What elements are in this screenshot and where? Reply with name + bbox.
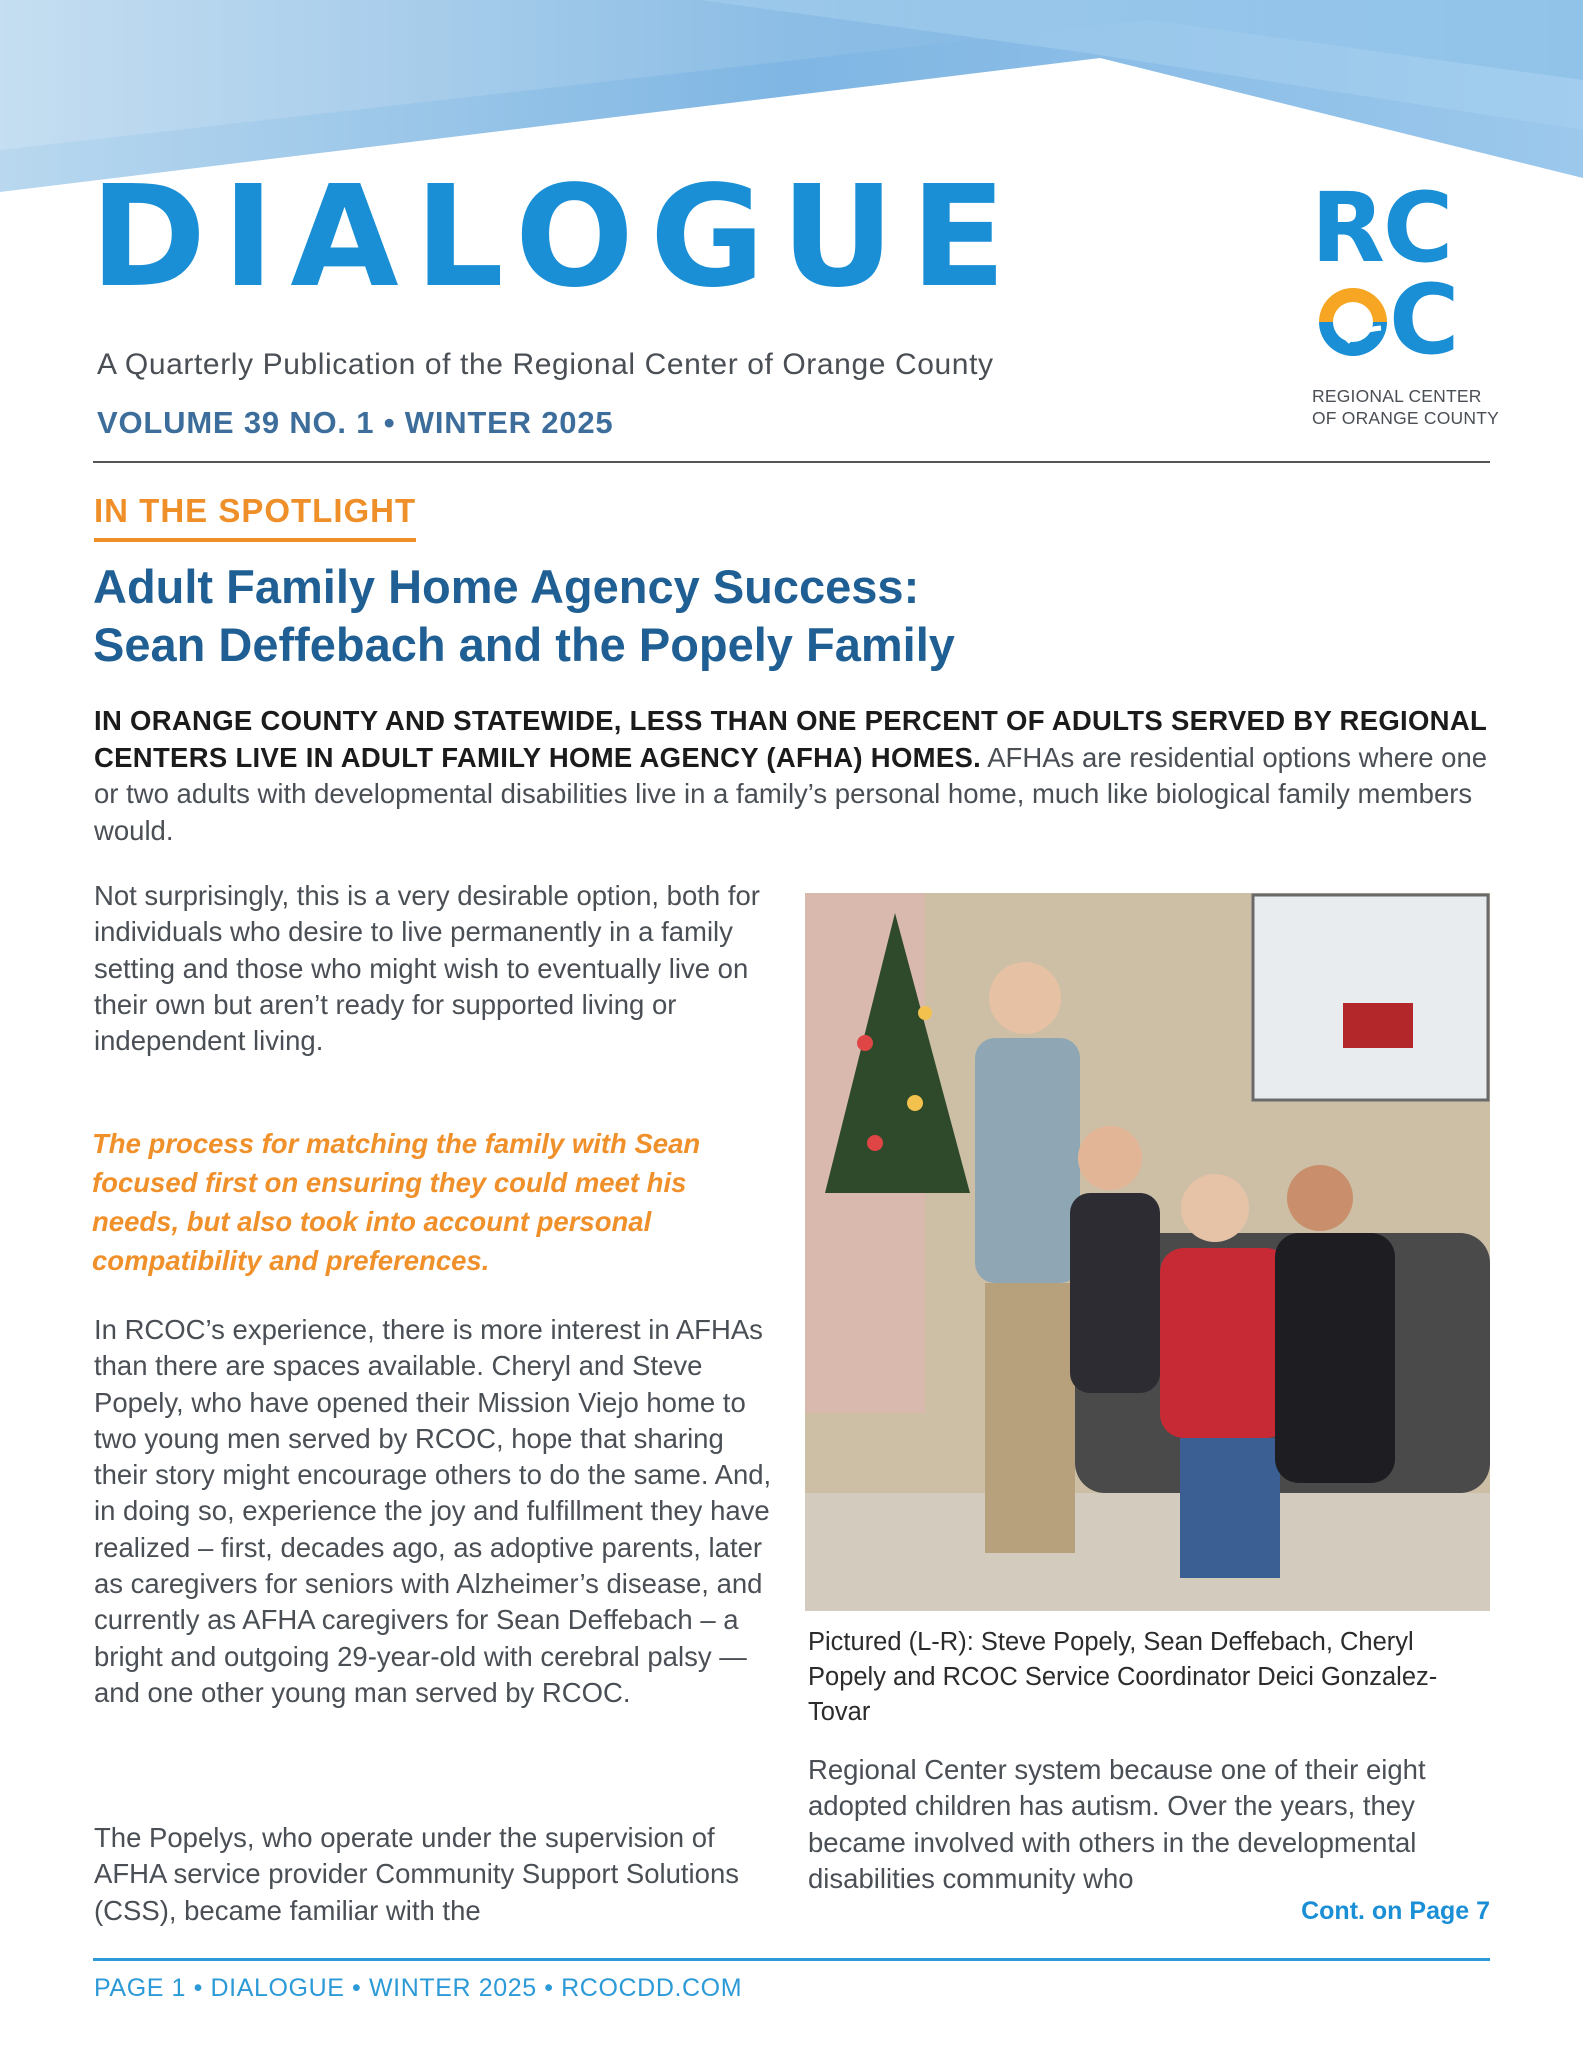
footer-divider (93, 1958, 1490, 1961)
continued-link[interactable]: Cont. on Page 7 (1301, 1897, 1490, 1925)
section-label: IN THE SPOTLIGHT (94, 492, 416, 542)
page-footer: PAGE 1 • DIALOGUE • WINTER 2025 • RCOCDD.COM (94, 1974, 743, 2002)
logo-o-mark-icon (1311, 280, 1395, 364)
paragraph-3: In RCOC’s experience, there is more interest in AFHAs than there are spaces available. Cheryl and Steve Popely, who have opened their Mission Viejo home to two young men served by RCOC, hope that sharing their story might encourage others to do the same. And, in doing so, experience the joy and fulfillment they have realized – first, decades ago, as adoptive parents, later as caregivers for seniors with Alzheimer’s disease, and currently as AFHA caregivers for Sean Deffebach – a bright and outgoing 29-year-old with cerebral palsy — and one other young man served by RCOC. (94, 1314, 772, 1708)
header-divider (93, 461, 1490, 463)
masthead-subtitle: A Quarterly Publication of the Regional Center of Orange County (97, 348, 994, 381)
paragraph-4: The Popelys, who operate under the supervision of AFHA service provider Community Support Solutions (CSS), became familiar with the (94, 1822, 739, 1926)
paragraph-1: Not surprisingly, this is a very desirable option, both for individuals who desire to live permanently in a family setting and those who might wish to eventually live on their own but aren’t ready for supported living or independent living. (94, 880, 760, 1057)
photo-caption: Pictured (L-R): Steve Popely, Sean Deffebach, Cheryl Popely and RCOC Service Coordinator Deici Gonzalez-Tovar (808, 1628, 1438, 1726)
rcoc-logo (1305, 172, 1505, 440)
intro-rest: AFHAs are residential options where one or two adults with developmental disabilities live in a family’s personal home, much like biological family members would. (94, 741, 1488, 846)
paragraph-5: Regional Center system because one of their eight adopted children has autism. Over the years, they became involved with others in the developmental disabilities community who (808, 1754, 1426, 1894)
article-intro (94, 703, 1494, 849)
article-headline: Adult Family Home Agency Success: Sean Deffebach and the Popely Family (93, 560, 955, 671)
logo-letters-rc: RC (1311, 172, 1452, 284)
logo-letter-c: C (1389, 264, 1460, 376)
left-column (94, 878, 784, 1059)
pull-quote: The process for matching the family with Sean focused first on ensuring they could meet his needs, but also took into account personal compatibility and preferences. (92, 1128, 701, 1276)
family-photo (805, 893, 1490, 1611)
logo-org-name: REGIONAL CENTER OF ORANGE COUNTY (1312, 386, 1499, 428)
intro-lead: IN ORANGE COUNTY AND STATEWIDE, LESS THAN ONE PERCENT OF ADULTS SERVED BY REGIONAL CENTERS LIVE IN ADULT FAMILY HOME AGENCY (AFHA) HOMES. (94, 705, 1487, 773)
masthead-title: DIALOGUE (90, 156, 1023, 319)
issue-volume: VOLUME 39 NO. 1 • WINTER 2025 (97, 405, 614, 440)
